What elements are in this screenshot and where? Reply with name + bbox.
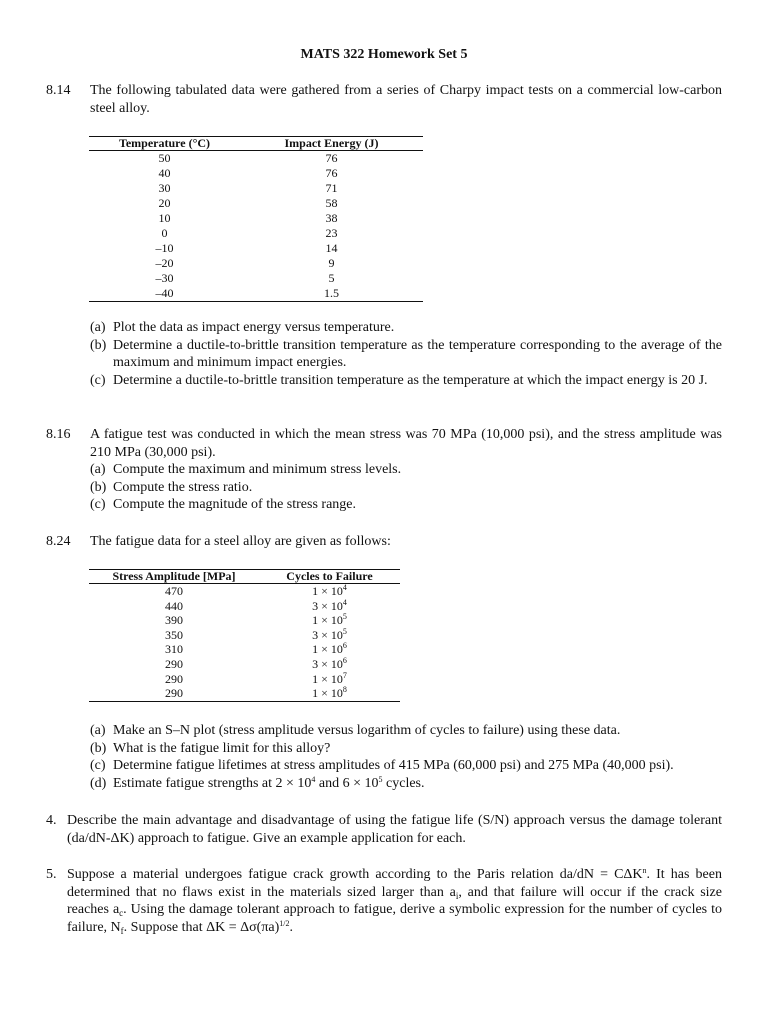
part-c [90, 757, 722, 775]
temperature-cell: –30 [155, 271, 174, 285]
energy-cell: 58 [325, 196, 338, 210]
table-row [89, 286, 423, 302]
part-text: Compute the stress ratio. [113, 479, 253, 495]
stress-cell: 440 [165, 598, 183, 613]
temperature-cell: 30 [158, 181, 171, 195]
part-text: Determine a ductile-to-brittle transition temperature as the temperature at which the impact energy is 20 J. [113, 372, 708, 388]
temperature-cell: –20 [155, 256, 174, 270]
table-row [89, 196, 423, 211]
stress-cell: 290 [89, 686, 259, 701]
part-label: (b) [90, 337, 107, 353]
energy-cell: 23 [325, 226, 338, 240]
problem-intro: The fatigue data for a steel alloy are given as follows: [90, 534, 391, 549]
problem-8-24-parts [46, 722, 722, 792]
cycles-cell: $1 \times 10^5$ [312, 612, 347, 628]
temperature-cell: 10 [158, 211, 171, 225]
energy-cell: 1.5 [240, 286, 423, 302]
energy-cell: 71 [325, 181, 338, 195]
table-row [89, 642, 400, 657]
table-row [89, 628, 400, 643]
table-row [89, 271, 423, 286]
question-4 [46, 812, 722, 847]
part-text: Make an S–N plot (stress amplitude versus logarithm of cycles to failure) using these data. [113, 723, 621, 738]
part-label: (c) [90, 372, 106, 388]
page-title: MATS 322 Homework Set 5 [300, 47, 468, 62]
part-c [90, 372, 722, 390]
question-text: Suppose a material undergoes fatigue crack growth according to the Paris relation $da/dN = C\Delta K^n$. It has been determined that no flaws exist in the materials sized larger than $a_i$, and that failure will occur if the crack size reaches $a_c$. Using the damage tolerant approach to fatigue, derive a symbolic expression for the number of cycles to failure, $N_f$. Suppose that $\Delta K = \Delta\sigma(\pi a)^{1/2}$. [67, 866, 722, 936]
stress-cell: 290 [165, 656, 183, 671]
problem-8-14-parts [46, 319, 722, 389]
energy-cell: 5 [328, 271, 335, 285]
part-a [90, 319, 722, 337]
temperature-cell: –40 [89, 286, 240, 302]
part-label: (b) [90, 479, 107, 495]
question-number: 5. [46, 867, 57, 882]
part-label: (a) [90, 462, 106, 477]
part-text: What is the fatigue limit for this alloy? [113, 740, 331, 756]
column-header: Temperature (°C) [89, 137, 240, 151]
problem-intro: A fatigue test was conducted in which the mean stress was 70 MPa (10,000 psi), and the stress amplitude was 210 MPa (30,000 psi). [90, 427, 722, 460]
temperature-cell: 20 [158, 196, 171, 210]
table-row [89, 166, 423, 181]
energy-cell: 76 [325, 151, 338, 165]
problem-8-24 [46, 533, 722, 551]
cycles-cell: $1 \times 10^6$ [312, 641, 347, 657]
part-text: Compute the maximum and minimum stress levels. [113, 462, 402, 477]
temperature-cell: –10 [155, 241, 174, 255]
temperature-cell: 40 [158, 166, 171, 180]
energy-cell: 9 [328, 256, 335, 270]
energy-cell: 76 [325, 166, 338, 180]
cycles-cell: $1 \times 10^7$ [312, 670, 347, 686]
table-row [89, 256, 423, 271]
cycles-cell: $1 \times 10^8$ [259, 686, 400, 701]
part-label: (b) [90, 740, 107, 756]
part-label: (a) [90, 320, 106, 335]
table-row [89, 686, 400, 701]
problem-intro: The following tabulated data were gathered from a series of Charpy impact tests on a commercial low-carbon steel alloy. [90, 83, 722, 116]
cycles-cell: $3 \times 10^6$ [312, 655, 347, 671]
part-label: (a) [90, 723, 106, 738]
problem-8-14 [46, 82, 722, 117]
stress-cell: 470 [165, 584, 183, 598]
part-label: (c) [90, 758, 106, 773]
table-row [89, 672, 400, 687]
column-header: Cycles to Failure [259, 570, 400, 584]
part-b [90, 479, 722, 497]
table-row [89, 599, 400, 614]
table-row [89, 584, 400, 599]
table-row [89, 181, 423, 196]
column-header: Impact Energy (J) [240, 137, 423, 151]
column-header: Stress Amplitude [MPa] [89, 570, 259, 584]
temperature-cell: 0 [161, 226, 168, 240]
part-text: Compute the magnitude of the stress range. [113, 497, 356, 512]
part-b [90, 337, 722, 372]
cycles-cell: $3 \times 10^4$ [312, 597, 347, 613]
table-row [89, 241, 423, 256]
table-row [89, 211, 423, 226]
table-row [89, 657, 400, 672]
part-label: (d) [90, 775, 107, 791]
energy-cell: 14 [325, 241, 338, 255]
charpy-data-table [89, 136, 423, 302]
cycles-cell: $3 \times 10^5$ [312, 626, 347, 642]
stress-cell: 350 [165, 627, 183, 642]
part-label: (c) [90, 497, 106, 512]
problem-number: 8.24 [46, 534, 71, 549]
problem-number: 8.16 [46, 427, 71, 442]
question-5 [46, 866, 722, 936]
problem-number: 8.14 [46, 83, 71, 98]
energy-cell: 38 [325, 211, 338, 225]
table-row [89, 613, 400, 628]
question-text: Describe the main advantage and disadvantage of using the fatigue life (S/N) approach versus the damage tolerant (da/dN-ΔK) approach to fatigue. Give an example application for each. [67, 813, 722, 846]
part-text: Determine fatigue lifetimes at stress amplitudes of 415 MPa (60,000 psi) and 275 MPa (40,000 psi). [113, 758, 674, 773]
stress-cell: 310 [165, 642, 183, 657]
stress-cell: 390 [165, 613, 183, 628]
part-a [90, 461, 722, 479]
table-row [89, 151, 423, 167]
part-text: Determine a ductile-to-brittle transition temperature as the temperature corresponding to the average of the maximum and minimum impact energies. [113, 337, 722, 370]
cycles-cell: $1 \times 10^4$ [312, 583, 347, 598]
problem-8-16 [46, 426, 722, 514]
table-row [89, 226, 423, 241]
part-d: (d) Estimate fatigue strengths at $2 \times 10^4$ and $6 \times 10^5$ cycles. [90, 774, 425, 791]
part-text: Plot the data as impact energy versus temperature. [113, 320, 395, 335]
question-number: 4. [46, 813, 57, 828]
temperature-cell: 50 [158, 151, 171, 165]
part-b [90, 740, 722, 758]
stress-cell: 290 [165, 671, 183, 686]
fatigue-data-table [89, 569, 400, 702]
part-c [90, 496, 722, 514]
part-a [90, 722, 722, 740]
